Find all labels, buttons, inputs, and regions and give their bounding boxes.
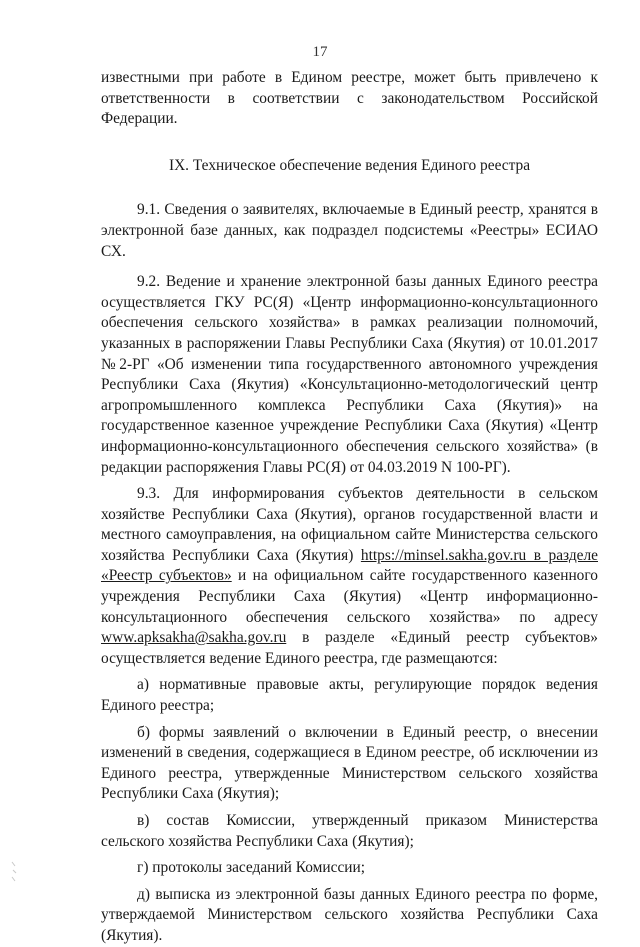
apksakha-link[interactable]: www.apksakha@sakha.gov.ru — [101, 629, 287, 647]
paragraph-9-3-text-2: и на официальном сайте государственного казенного учреждения Республики Саха (Якутия) «Центр информационно-консультационного обеспечения сельского хозяйства» по адресу — [101, 567, 598, 626]
page-number: 17 — [312, 44, 328, 60]
document-body — [101, 68, 598, 947]
minsel-link[interactable]: https://minsel.sakha.gov.ru в разделе «Реестр субъектов» — [101, 546, 598, 585]
paragraph-9-3 — [101, 484, 598, 669]
list-item-g: г) протоколы заседаний Комиссии; — [137, 859, 366, 877]
continuation-paragraph: известными при работе в Едином реестре, может быть привлечено к ответственности в соответствии с законодательством Российской Федерации. — [101, 69, 598, 128]
scan-margin-mark — [10, 860, 18, 884]
section-title: IX. Техническое обеспечение ведения Единого реестра — [168, 156, 531, 174]
paragraph-9-3-text-3: в разделе «Единый реестр субъектов» осуществляется ведение Единого реестра, где размещаются: — [101, 629, 598, 667]
list-item-d: д) выписка из электронной базы данных Единого реестра по форме, утверждаемой Министерством сельского хозяйства Республики Саха (Якутия). — [101, 885, 598, 944]
list-item-b: б) формы заявлений о включении в Единый реестр, о внесении изменений в сведения, содержащиеся в Едином реестре, об исключении из Единого реестра, утвержденные Министерством сельского хозяйства Республики Саха (Якутия); — [101, 723, 598, 803]
paragraph-9-3-text-1: 9.3. Для информирования субъектов деятельности в сельском хозяйстве Республики Саха (Якутия), органов государственной власти и местного самоуправления, на официальном сайте Министерства сельского хозяйства Республики Саха (Якутия) — [101, 485, 598, 564]
list-item-a: а) нормативные правовые акты, регулирующие порядок ведения Единого реестра; — [101, 676, 598, 715]
paragraph-9-2: 9.2. Ведение и хранение электронной базы данных Единого реестра осуществляется ГКУ РС(Я) «Центр информационно-консультационного обеспечения сельского хозяйства» в рамках реализации полномочий, указанных в распоряжении Главы Республики Саха (Якутия) от 10.01.2017 №2-РГ «Об изменении типа государственного автономного учреждения Республики Саха (Якутия) «Консультационно-методологический центр агропромышленного комплекса Республики Саха (Якутия)» на государственное казенное учреждение Республики Саха (Якутия) «Центр информационно-консультационного обеспечения сельского хозяйства» (в редакции распоряжения Главы РС(Я) от 04.03.2019 N 100-РГ). — [101, 273, 598, 476]
list-item-v: в) состав Комиссии, утвержденный приказом Министерства сельского хозяйства Республики Саха (Якутия); — [101, 812, 598, 850]
paragraph-9-1: 9.1. Сведения о заявителях, включаемые в Единый реестр, хранятся в электронной базе данных, как подраздел подсистемы «Реестры» ЕСИАО СХ. — [101, 201, 598, 260]
scan-artifact-icon — [10, 860, 18, 884]
